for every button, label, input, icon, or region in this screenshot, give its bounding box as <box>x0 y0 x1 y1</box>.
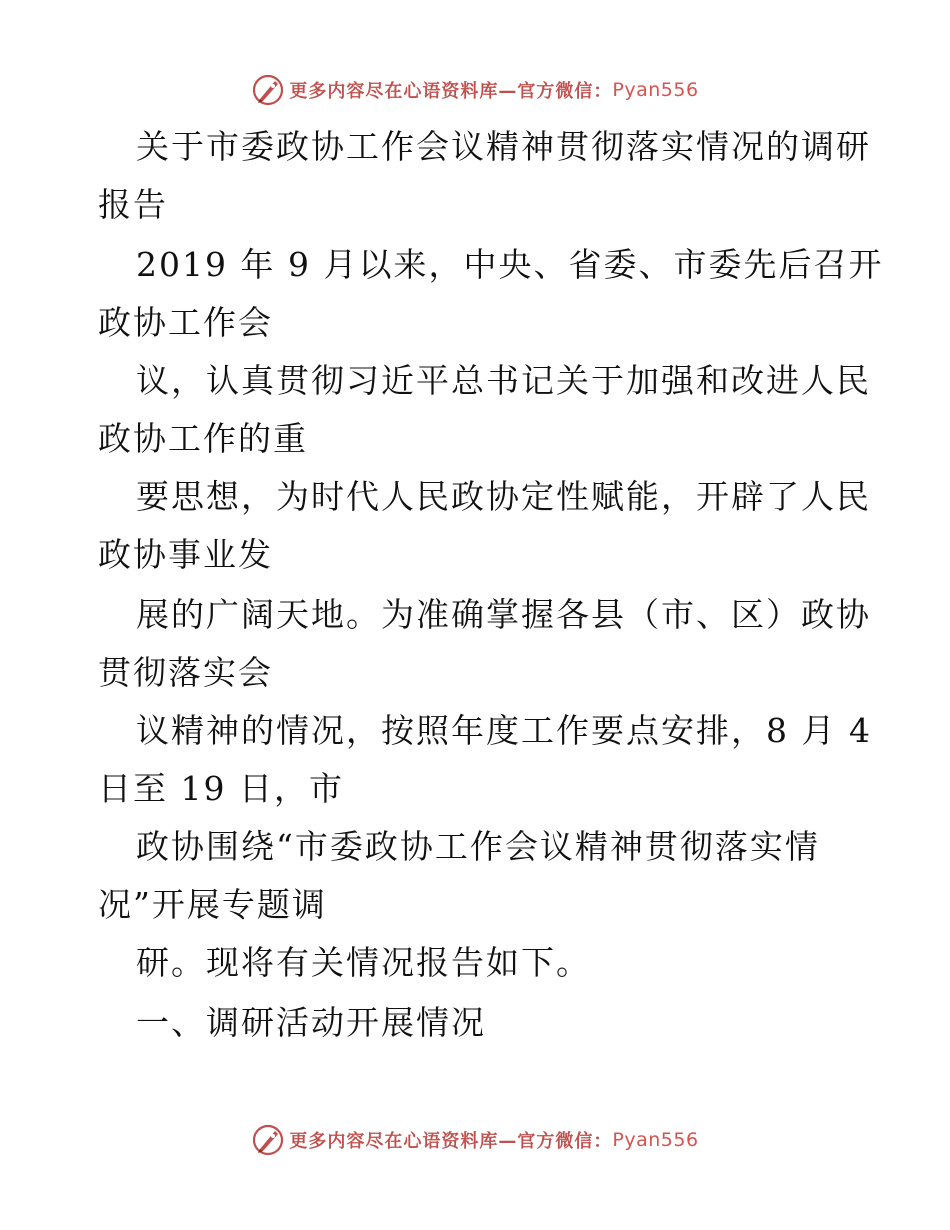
quill-pen-logo-icon <box>251 1123 285 1157</box>
watermark-text: 更多内容尽在心语资料库—官方微信： <box>289 1131 613 1152</box>
paragraph-line: 日至 19 日，市 <box>98 769 344 808</box>
paragraph-line: 政协事业发 <box>98 535 273 574</box>
paragraph-line: 政协工作的重 <box>98 419 308 458</box>
paragraph-line: 政协围绕“市委政协工作会议精神贯彻落实情 <box>136 827 820 866</box>
footer-watermark <box>0 1120 950 1160</box>
paragraph-line: 议，认真贯彻习近平总书记关于加强和改进人民 <box>136 361 871 400</box>
paragraph-line: 议精神的情况，按照年度工作要点安排，8 月 4 <box>136 711 872 750</box>
paragraph-line: 展的广阔天地。为准确掌握各县（市、区）政协 <box>136 595 871 634</box>
watermark-text: 更多内容尽在心语资料库—官方微信： <box>289 81 613 102</box>
watermark-handle: Pyan556 <box>612 1129 699 1151</box>
watermark-handle: Pyan556 <box>612 79 699 101</box>
paragraph-line: 研。现将有关情况报告如下。 <box>136 943 591 982</box>
paragraph-line: 况”开展专题调 <box>98 885 327 924</box>
section-heading: 一、调研活动开展情况 <box>136 1003 486 1042</box>
paragraph-line: 贯彻落实会 <box>98 653 273 692</box>
paragraph-line: 2019 年 9 月以来，中央、省委、市委先后召开 <box>136 245 884 284</box>
header-watermark <box>0 70 950 110</box>
paragraph-line: 政协工作会 <box>98 303 273 342</box>
paragraph-line: 要思想，为时代人民政协定性赋能，开辟了人民 <box>136 477 871 516</box>
title-line-1: 关于市委政协工作会议精神贯彻落实情况的调研 <box>136 127 871 166</box>
quill-pen-logo-icon <box>251 73 285 107</box>
title-line-2: 报告 <box>98 185 168 224</box>
